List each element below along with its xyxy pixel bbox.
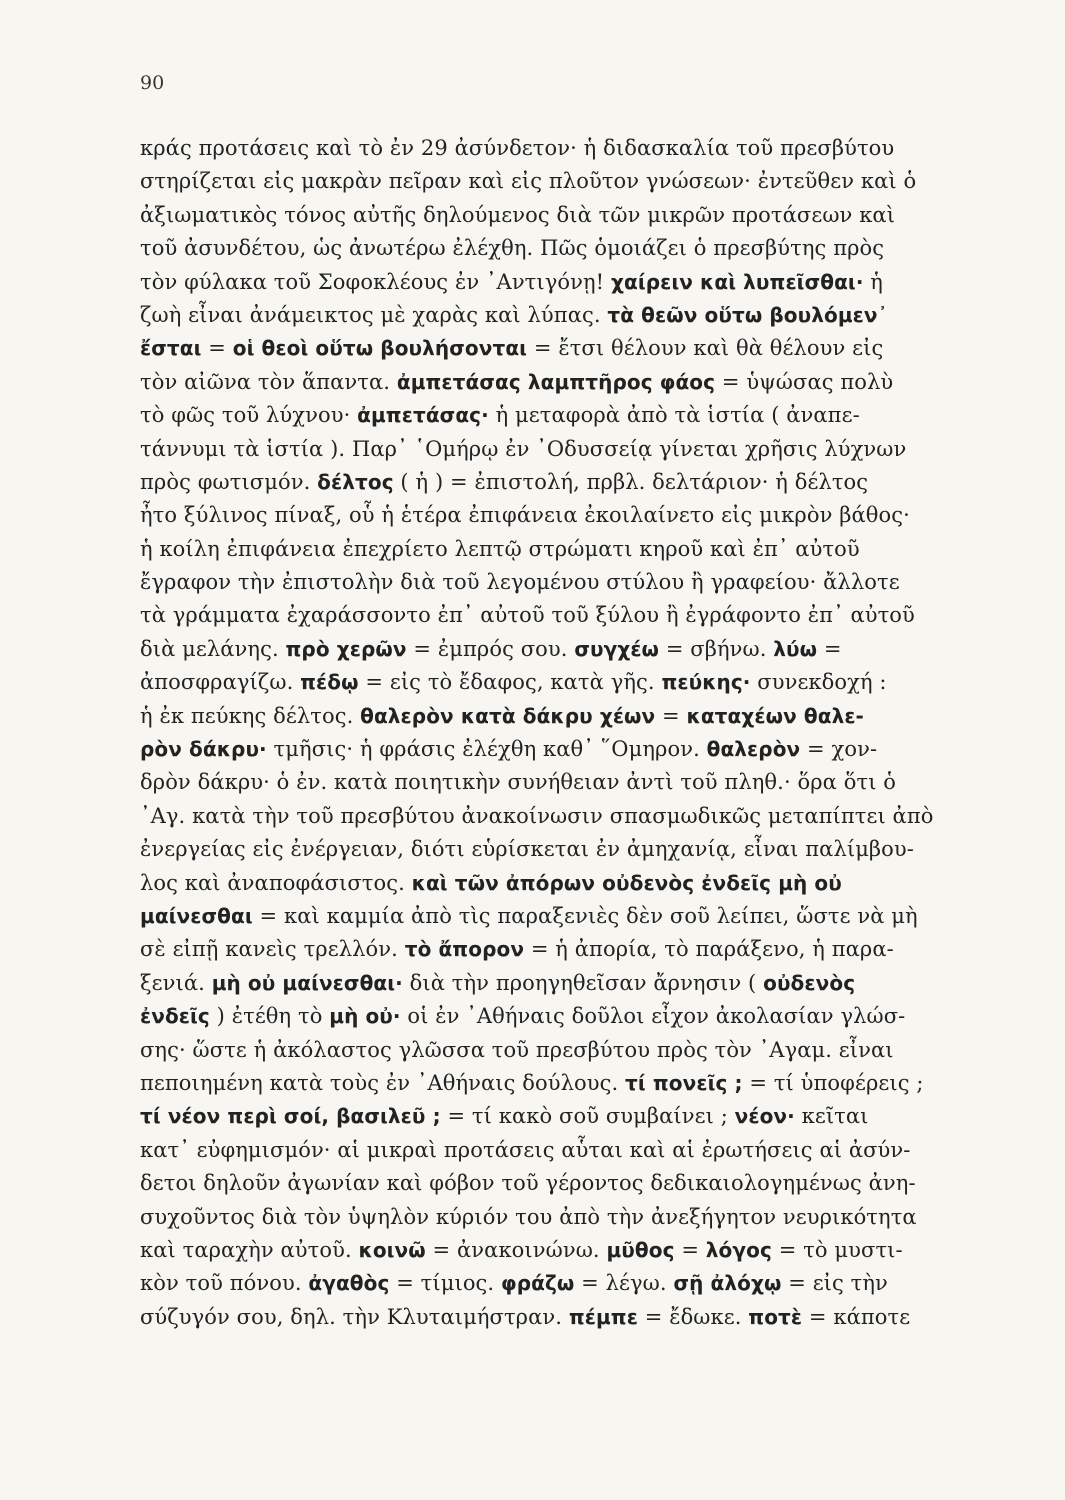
commentary-text-segment: = <box>655 703 687 728</box>
commentary-text-segment: τὸν αἰῶνα τὸν ἅπαντα. <box>140 369 397 394</box>
text-line <box>140 332 1020 365</box>
commentary-text-segment: κράς προτάσεις καὶ τὸ ἐν 29 ἀσύνδετον· ἡ διδασκαλία τοῦ πρεσβύτου <box>140 136 895 160</box>
commentary-text-segment: σης· ὥστε ἡ ἀκόλαστος γλῶσσα τοῦ πρεσβύτου πρὸς τὸν ᾽Αγαμ. εἶναι <box>140 1037 894 1062</box>
commentary-text-segment: = εἰς τὴν <box>781 1271 888 1296</box>
text-line <box>140 165 1020 198</box>
commentary-text-segment: = τί κακὸ σοῦ συμβαίνει ; <box>440 1104 735 1129</box>
text-line <box>140 533 1020 566</box>
commentary-text-segment: τὰ γράμματα ἐχαράσσοντο ἐπ᾽ αὐτοῦ τοῦ ξύλου ἢ ἐγράφοντο ἐπ᾽ αὐτοῦ <box>140 603 915 628</box>
lemma-term: θαλερὸν κατὰ δάκρυ χέων <box>360 703 656 728</box>
commentary-text-segment: κὸν τοῦ πόνου. <box>140 1271 309 1296</box>
commentary-text-segment: = ἔδωκε. <box>637 1304 749 1329</box>
text-line <box>140 700 1020 733</box>
commentary-text-segment: = ἐμπρός σου. <box>406 636 575 661</box>
commentary-text-segment: τὸν φύλακα τοῦ Σοφοκλέους ἐν ᾽Αντιγόνῃ! <box>140 269 611 294</box>
commentary-text-segment: διὰ μελάνης. <box>140 636 286 661</box>
commentary-text-segment: λος καὶ ἀναποφάσιστος. <box>140 870 412 895</box>
commentary-text-segment: καὶ ταραχὴν αὐτοῦ. <box>140 1237 359 1262</box>
lemma-term: πεύκης· <box>661 670 751 695</box>
commentary-text-segment: δρὸν δάκρυ· ὁ ἐν. κατὰ ποιητικὴν συνήθειαν ἀντὶ τοῦ πληθ.· ὅρα ὅτι ὁ <box>140 770 897 795</box>
commentary-text-segment: = κάποτε <box>802 1304 911 1329</box>
text-line <box>140 132 1020 165</box>
lemma-term: φράζω <box>500 1271 575 1296</box>
text-line <box>140 599 1020 632</box>
commentary-text-segment: κατ᾽ εὐφημισμόν· αἱ μικραὶ προτάσεις αὗται καὶ αἱ ἐρωτήσεις αἱ ἀσύν- <box>140 1137 911 1162</box>
commentary-text-segment: οἱ ἐν ᾽Αθήναις δοῦλοι εἶχον ἀκολασίαν γλώσ- <box>400 1004 906 1029</box>
text-line <box>140 199 1020 232</box>
commentary-text-segment: ἀξιωματικὸς τόνος αὐτῆς δηλούμενος διὰ τῶν μικρῶν προτάσεων καὶ <box>140 202 896 227</box>
page-number: 90 <box>140 72 165 94</box>
lemma-term: μαίνεσθαι <box>140 903 253 928</box>
text-line <box>140 933 1020 966</box>
commentary-text-segment: τὸ φῶς τοῦ λύχνου· <box>140 403 358 428</box>
lemma-term: τὰ θεῶν οὕτω βουλόμεν᾽ <box>607 302 888 327</box>
commentary-text-segment: ἡ κοίλη ἐπιφάνεια ἐπεχρίετο λεπτῷ στρώματι κηροῦ καὶ ἐπ᾽ αὐτοῦ <box>140 536 860 561</box>
text-line <box>140 800 1020 833</box>
lemma-term: μὴ οὐ· <box>329 1004 401 1029</box>
text-line <box>140 1267 1020 1300</box>
commentary-text-segment: διὰ τὴν προηγηθεῖσαν ἄρνησιν ( <box>402 970 764 995</box>
text-line <box>140 399 1020 432</box>
lemma-term: ἐνδεῖς <box>140 1004 210 1029</box>
commentary-text-segment: = τί ὑποφέρεις ; <box>742 1070 924 1095</box>
commentary-text-segment: τοῦ ἀσυνδέτου, ὡς ἀνωτέρω ἐλέχθη. Πῶς ὁμοιάζει ὁ πρεσβύτης πρὸς <box>140 236 885 261</box>
text-line <box>140 833 1020 866</box>
commentary-text-segment: ἡ μεταφορὰ ἀπὸ τὰ ἱστία ( ἀναπε- <box>488 403 860 428</box>
text-line <box>140 299 1020 332</box>
lemma-term: τὸ ἄπορον <box>404 937 525 962</box>
commentary-text-segment: = <box>817 636 842 661</box>
lemma-term: λόγος <box>705 1237 772 1262</box>
lemma-term: πρὸ χερῶν <box>285 636 407 661</box>
lemma-term: ἀμπετάσας· <box>357 403 489 428</box>
lemma-term: οἱ θεοὶ οὕτω βουλήσονται <box>232 336 528 361</box>
commentary-text-segment: δετοι δηλοῦν ἀγωνίαν καὶ φόβον τοῦ γέροντος δεδικαιολογημένως ἀνη- <box>140 1171 916 1196</box>
commentary-text-segment: ἦτο ξύλινος πίναξ, οὗ ἡ ἑτέρα ἐπιφάνεια ἐκοιλαίνετο εἰς μικρὸν βάθος· <box>140 503 910 528</box>
commentary-text-segment: = <box>674 1237 706 1262</box>
text-line <box>140 1134 1020 1167</box>
lemma-term: μῦθος <box>606 1237 675 1262</box>
commentary-text-segment: = ἀνακοινώνω. <box>425 1237 607 1262</box>
text-line <box>140 1034 1020 1067</box>
commentary-text-segment: = τίμιος. <box>389 1271 501 1296</box>
text-line <box>140 1201 1020 1234</box>
lemma-term: σῇ ἀλόχῳ <box>673 1271 782 1296</box>
lemma-term: συγχέω <box>574 636 660 661</box>
commentary-text-segment: σύζυγόν σου, δηλ. τὴν Κλυταιμήστραν. <box>140 1304 569 1329</box>
commentary-text-segment: συχοῦντος διὰ τὸν ὑψηλὸν κύριόν του ἀπὸ τὴν ἀνεξήγητον νευρικότητα <box>140 1204 917 1229</box>
lemma-term: ἀγαθὸς <box>308 1271 390 1296</box>
commentary-text-segment: = τὸ μυστι- <box>771 1237 903 1262</box>
text-line <box>140 1000 1020 1033</box>
commentary-text-segment: πεποιημένη κατὰ τοὺς ἐν ᾽Αθήναις δούλους. <box>140 1070 626 1095</box>
text-line <box>140 466 1020 499</box>
commentary-text-segment: = ἡ ἀπορία, τὸ παράξενο, ἡ παρα- <box>524 937 894 962</box>
commentary-text-segment: ἀποσφραγίζω. <box>140 670 301 695</box>
lemma-term: ἔσται <box>140 336 202 361</box>
commentary-text-segment: ζωὴ εἶναι ἀνάμεικτος μὲ χαρὰς καὶ λύπας. <box>140 302 608 327</box>
commentary-text-segment: ἐνεργείας εἰς ἐνέργειαν, διότι εὑρίσκεται ἐν ἀμηχανίᾳ, εἶναι παλίμβου- <box>140 837 914 862</box>
lemma-term: πέδῳ <box>300 670 359 695</box>
commentary-text-segment: = σβήνω. <box>659 636 774 661</box>
lemma-term: μὴ οὐ μαίνεσθαι· <box>211 970 403 995</box>
commentary-text-segment: τμῆσις· ἡ φράσις ἐλέχθη καθ᾽ ῞Ομηρον. <box>266 737 707 762</box>
text-line <box>140 733 1020 766</box>
commentary-text-segment: ἡ ἐκ πεύκης δέλτος. <box>140 703 361 728</box>
lemma-term: ἀμπετάσας λαμπτῆρος φάος <box>396 369 716 394</box>
lemma-term: τί νέον περὶ σοί, βασιλεῦ ; <box>140 1104 441 1129</box>
text-line <box>140 1100 1020 1133</box>
lemma-term: οὐδενὸς <box>763 970 856 995</box>
commentary-text-segment: τάννυμι τὰ ἱστία ). Παρ᾽ ῾Ομήρῳ ἐν ᾽Οδυσσείᾳ γίνεται χρῆσις λύχνων <box>140 436 907 461</box>
commentary-text-segment: ) ἐτέθη τὸ <box>209 1004 330 1029</box>
commentary-text-segment: σὲ εἰπῇ κανεὶς τρελλόν. <box>140 937 405 962</box>
text-line <box>140 366 1020 399</box>
lemma-term: χαίρειν καὶ λυπεῖσθαι· <box>611 269 864 294</box>
text-line <box>140 666 1020 699</box>
text-line <box>140 232 1020 265</box>
lemma-term: ρὸν δάκρυ· <box>140 737 267 762</box>
text-line <box>140 433 1020 466</box>
commentary-text-segment: ξενιά. <box>140 970 212 995</box>
commentary-text-segment: = εἰς τὸ ἔδαφος, κατὰ γῆς. <box>358 670 662 695</box>
text-line <box>140 633 1020 666</box>
lemma-term: καταχέων θαλε- <box>686 703 864 728</box>
commentary-text-segment: = καὶ καμμία ἀπὸ τὶς παραξενιὲς δὲν σοῦ λείπει, ὥστε νὰ μὴ <box>252 903 918 928</box>
commentary-text-segment: = λέγω. <box>574 1271 674 1296</box>
text-line <box>140 1067 1020 1100</box>
lemma-term: κοινῶ <box>358 1237 426 1262</box>
commentary-text <box>140 132 1020 1334</box>
lemma-term: νέον· <box>734 1104 795 1129</box>
text-line <box>140 499 1020 532</box>
commentary-text-segment: κεῖται <box>794 1104 869 1129</box>
lemma-term: πέμπε <box>568 1304 638 1329</box>
lemma-term: δέλτος <box>317 469 394 494</box>
text-line <box>140 1301 1020 1334</box>
commentary-text-segment: ἡ <box>863 269 883 294</box>
commentary-text-segment: = ἔτσι θέλουν καὶ θὰ θέλουν εἰς <box>527 336 884 361</box>
lemma-term: τί πονεῖς ; <box>625 1070 743 1095</box>
commentary-text-segment: στηρίζεται εἰς μακρὰν πεῖραν καὶ εἰς πλοῦτον γνώσεων· ἐντεῦθεν καὶ ὁ <box>140 169 917 194</box>
text-line <box>140 266 1020 299</box>
text-line <box>140 900 1020 933</box>
text-line <box>140 1167 1020 1200</box>
lemma-term: καὶ τῶν ἀπόρων οὐδενὸς ἐνδεῖς μὴ οὐ <box>411 870 842 895</box>
commentary-text-segment: = χον- <box>800 737 878 762</box>
text-line <box>140 566 1020 599</box>
lemma-term: λύω <box>773 636 818 661</box>
text-line <box>140 766 1020 799</box>
commentary-text-segment: ᾽Αγ. κατὰ τὴν τοῦ πρεσβύτου ἀνακοίνωσιν σπασμωδικῶς μεταπίπτει ἀπὸ <box>140 803 934 828</box>
lemma-term: θαλερὸν <box>706 737 801 762</box>
text-line <box>140 1234 1020 1267</box>
lemma-term: ποτὲ <box>748 1304 803 1329</box>
text-line <box>140 967 1020 1000</box>
commentary-text-segment: πρὸς φωτισμόν. <box>140 469 318 494</box>
commentary-text-segment: = <box>201 336 233 361</box>
commentary-text-segment: = ὑψώσας πολὺ <box>715 369 894 394</box>
commentary-text-segment: ἔγραφον τὴν ἐπιστολὴν διὰ τοῦ λεγομένου στύλου ἢ γραφείου· ἄλλοτε <box>140 570 900 595</box>
commentary-text-segment: συνεκδοχή : <box>750 670 887 695</box>
commentary-text-segment: ( ἡ ) = ἐπιστολή, πρβλ. δελτάριον· ἡ δέλτος <box>393 469 869 494</box>
text-line <box>140 867 1020 900</box>
